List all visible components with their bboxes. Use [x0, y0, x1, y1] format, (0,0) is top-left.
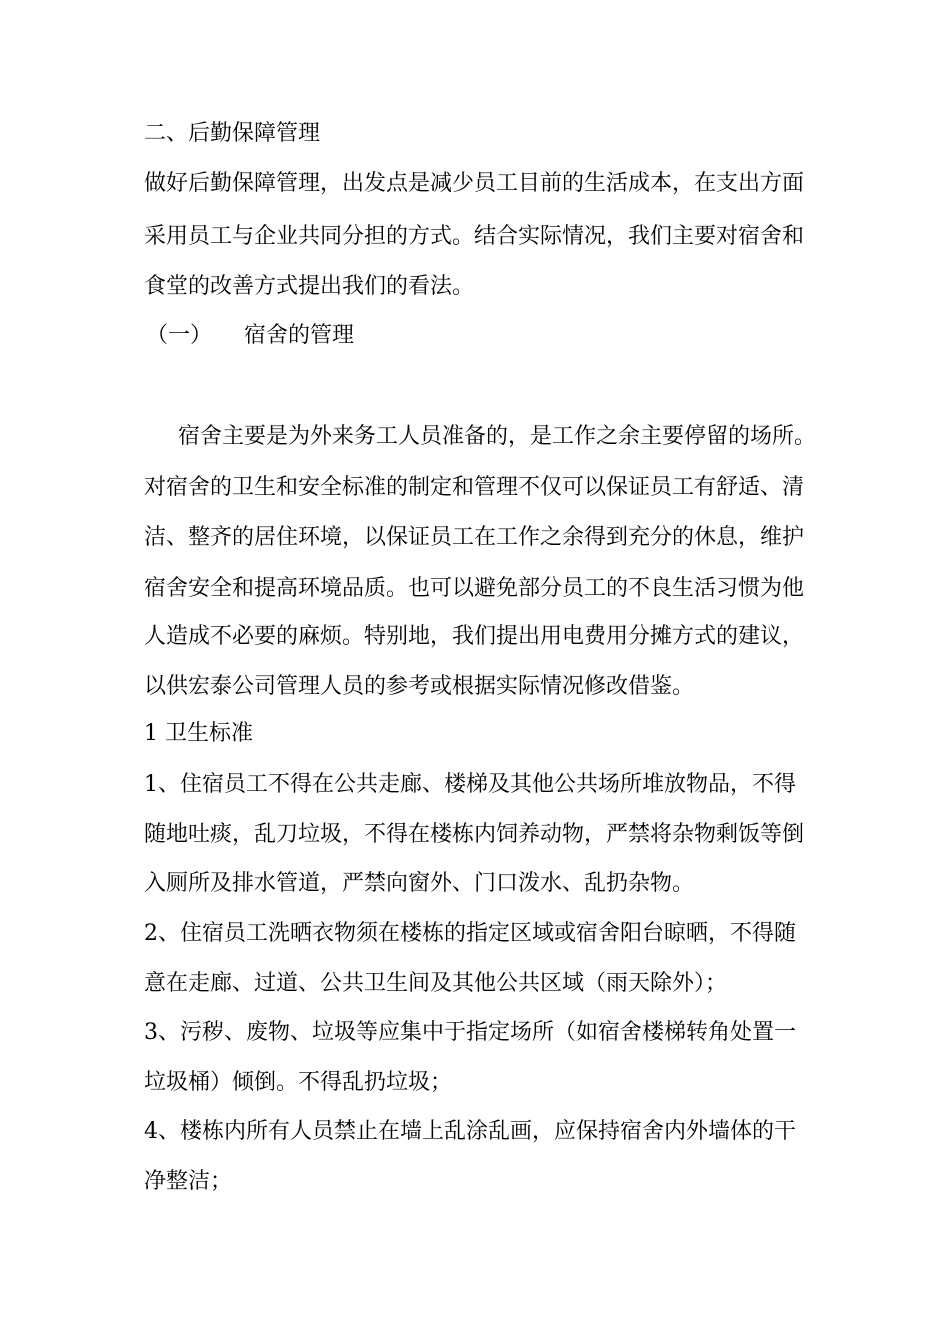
subsection-number: （一）	[146, 323, 213, 348]
intro-line: 做好后勤保障管理，出发点是减少员工目前的生活成本，在支出方面	[144, 171, 805, 196]
rule-line: 4、楼栋内所有人员禁止在墙上乱涂乱画，应保持宿舍内外墙体的干	[144, 1119, 796, 1144]
rule-line: 3、污秽、废物、垃圾等应集中于指定场所（如宿舍楼梯转角处置一	[144, 1020, 796, 1045]
paragraph-line: 洁、整齐的居住环境，以保证员工在工作之余得到充分的休息，维护	[144, 525, 805, 550]
paragraph-line: 以供宏泰公司管理人员的参考或根据实际情况修改借鉴。	[144, 674, 695, 699]
paragraph-line: 宿舍安全和提高环境品质。也可以避免部分员工的不良生活习惯为他	[144, 576, 805, 601]
rule-line: 意在走廊、过道、公共卫生间及其他公共区域（雨天除外）；	[144, 971, 728, 996]
intro-line: 食堂的改善方式提出我们的看法。	[144, 274, 475, 299]
paragraph-line: 对宿舍的卫生和安全标准的制定和管理不仅可以保证员工有舒适、清	[144, 475, 805, 500]
subsection-title: 宿舍的管理	[244, 323, 355, 348]
rule-line: 净整洁；	[144, 1169, 233, 1194]
rule-line: 1、住宿员工不得在公共走廊、楼梯及其他公共场所堆放物品，不得	[144, 772, 796, 797]
paragraph-line: 人造成不必要的麻烦。特别地，我们提出用电费用分摊方式的建议，	[144, 624, 805, 649]
section-heading: 二、后勤保障管理	[144, 121, 321, 146]
paragraph-line: 宿舍主要是为外来务工人员准备的，是工作之余主要停留的场所。	[178, 424, 817, 449]
rule-line: 2、住宿员工洗晒衣物须在楼栋的指定区域或宿舍阳台晾晒，不得随	[144, 921, 796, 946]
rule-line: 随地吐痰，乱刀垃圾，不得在楼栋内饲养动物，严禁将杂物剩饭等倒	[144, 822, 805, 847]
intro-line: 采用员工与企业共同分担的方式。结合实际情况，我们主要对宿舍和	[144, 224, 805, 249]
rule-line: 垃圾桶）倾倒。不得乱扔垃圾；	[144, 1070, 453, 1095]
rule-line: 入厕所及排水管道，严禁向窗外、门口泼水、乱扔杂物。	[144, 871, 695, 896]
hygiene-heading: 1 卫生标准	[144, 721, 253, 746]
